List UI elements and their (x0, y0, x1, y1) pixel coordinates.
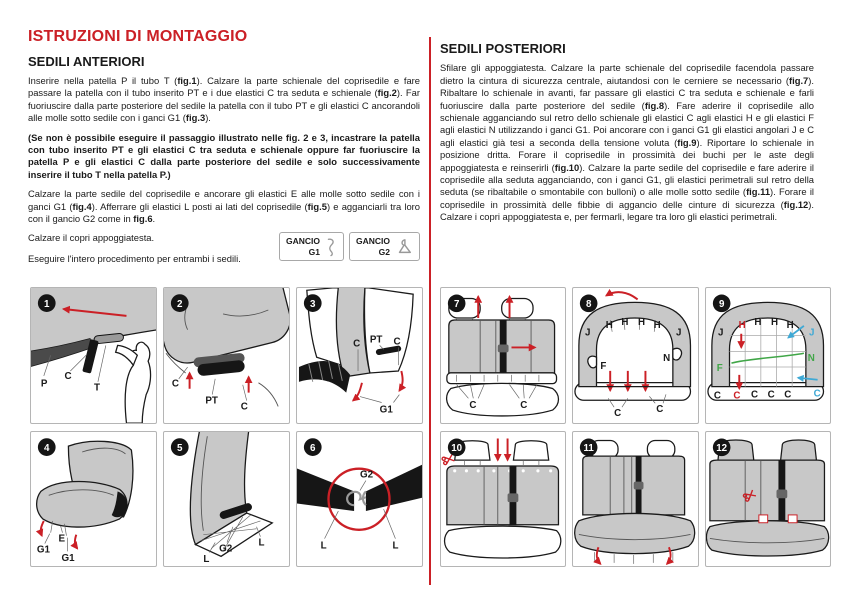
front-paragraph-3: Calzare la parte sedile del coprisedile e ancorare gli elastici E alle molle sotto sedile con i ganci G1 (fig.4). Afferrare gli elastici L posti ai lati del coprisedile (fig.5) e agganciarli tra loro con il gancio G2 come in fig.6. (28, 188, 421, 224)
fig10-scissors-icon (442, 454, 455, 465)
fig1-label-c: C (64, 370, 72, 382)
fig9-label-f: F (716, 362, 723, 374)
gancio-g1-legend (279, 232, 344, 260)
hooks-legend (279, 232, 420, 260)
fig5-label-l2: L (203, 553, 210, 565)
fig9-green-elastic (731, 353, 803, 363)
fig2-label-c1: C (171, 378, 179, 390)
svg-text:J: J (585, 327, 591, 339)
svg-text:H: H (653, 319, 662, 331)
fig2-label-c2: C (240, 401, 248, 413)
figure-3-illustration (297, 288, 422, 423)
svg-text:H: H (754, 316, 762, 328)
svg-text:C: C (767, 389, 775, 401)
figure-9-illustration (706, 288, 830, 423)
svg-text:2: 2 (177, 298, 183, 310)
fig3-label-c2: C (393, 336, 401, 348)
figure-2-illustration (164, 288, 289, 423)
fig5-label-g2: G2 (219, 542, 233, 554)
fig9-label-n: N (807, 353, 815, 365)
front-tail-lines (28, 232, 241, 273)
gancio-g2-label: GANCIO G2 (356, 236, 390, 257)
page-title: ISTRUZIONI DI MONTAGGIO (28, 28, 248, 45)
svg-text:J: J (676, 327, 682, 339)
fig8-label-f: F (600, 360, 607, 372)
svg-text:H: H (606, 319, 614, 331)
figure-4 (30, 431, 157, 568)
g2-hook-icon (395, 238, 413, 256)
svg-text:9: 9 (718, 299, 725, 311)
svg-text:C: C (713, 390, 721, 402)
figure-5-illustration (164, 432, 289, 567)
svg-text:H: H (621, 316, 629, 328)
figure-10 (440, 431, 566, 568)
gancio-g2-legend (349, 232, 420, 260)
figure-12-illustration (706, 432, 830, 567)
fig6-label-l1: L (320, 539, 327, 551)
figure-3 (296, 287, 423, 424)
fig8-label-n: N (663, 353, 671, 365)
svg-text:8: 8 (586, 299, 592, 311)
fig6-label-l2: L (392, 539, 399, 551)
fig7-label-c1: C (469, 400, 477, 412)
fig8-label-c1: C (614, 407, 622, 419)
front-figures-grid (30, 287, 423, 567)
fig1-label-p: P (40, 378, 48, 390)
g1-hook-icon (325, 237, 337, 257)
svg-text:C: C (813, 388, 821, 400)
figure-4-illustration (31, 432, 156, 567)
figure-8 (572, 287, 698, 424)
fig12-buckle-slot-2 (788, 514, 797, 522)
figure-7-illustration (441, 288, 565, 423)
fig4-arrow-2 (75, 534, 77, 548)
svg-text:7: 7 (453, 299, 460, 311)
figure-5 (163, 431, 290, 568)
svg-text:3: 3 (310, 298, 316, 310)
figure-11 (572, 431, 698, 568)
section-heading-front: SEDILI ANTERIORI (28, 53, 145, 69)
rear-paragraph-1: Sfilare gli appoggiatesta. Calzare la parte schienale del coprisedile facendola passare dietro la cintura di sicurezza centrale, aiutandosi con le cerniere se necessario (fig.7). Ribaltare lo schienale in avanti, far passare gli elastici C tra seduta e schienale e farli fuoriuscire dalla parte posteriore del sedile (fig.8). Fare aderire il coprisedile allo schienale agganciando sul retro dello schienale gli elastici C agli elastici H e gli elastici F agli elastici N utilizzando i ganci G1. Poi ancorare con i ganci G1 gli elastici angolari J e C agli elastici già tesi a seconda della tensione voluta (fig.9). Riportare lo schienale in posizione dritta. Forare il coprisedile in prossimità dei buchi per le aste degli appoggiatesta e reinserirli (fig.10). Calzare la parte sedile del coprisedile e fare aderire il coprisedile alla seduta agganciando, con i ganci G1, gli elastici perimetrali sul retro della seduta (se ribaltabile o smontabile con bulloni) o alle molle sotto sedile (fig.11). Forare il coprisedile in prossimità delle fibbie di aggancio delle cinture di sicurezza (fig.12). Calzare i copri appoggiatesta e, per fermarli, legare tra loro gli elastici perimetrali. (440, 62, 814, 223)
column-rear-seats (440, 42, 814, 231)
fig4-label-g1b: G1 (61, 552, 75, 564)
figure-1 (30, 287, 157, 424)
svg-text:10: 10 (451, 442, 463, 454)
fig8-fold-arrow (607, 292, 638, 299)
svg-text:5: 5 (177, 442, 183, 454)
figure-12 (705, 431, 831, 568)
svg-text:J: J (717, 327, 724, 339)
fig3-label-g1: G1 (379, 404, 393, 416)
figure-6-illustration (297, 432, 422, 567)
front-tail (28, 232, 420, 273)
column-front-seats (28, 28, 420, 273)
figure-11-illustration (573, 432, 697, 567)
figure-10-illustration (441, 432, 565, 567)
section-heading-rear: SEDILI POSTERIORI (440, 41, 566, 56)
svg-text:12: 12 (715, 442, 727, 454)
front-paragraph-5: Eseguire l'intero procedimento per entrambi i sedili. (28, 252, 241, 264)
fig8-label-c2: C (656, 404, 664, 416)
figure-1-illustration (31, 288, 156, 423)
svg-text:H: H (638, 316, 646, 328)
fig12-buckle-slot-1 (759, 514, 768, 522)
svg-text:H: H (738, 319, 746, 331)
fig3-arrow-1 (353, 383, 362, 401)
svg-text:H: H (786, 319, 794, 331)
svg-text:J: J (808, 327, 815, 339)
svg-text:4: 4 (44, 442, 50, 454)
fig4-label-e: E (58, 533, 66, 545)
rear-figures-grid (440, 287, 831, 567)
fig7-label-c2: C (520, 400, 528, 412)
fig3-label-c1: C (353, 338, 361, 350)
fig1-label-t: T (93, 382, 101, 394)
fig4-arrow-1 (41, 520, 44, 535)
fig2-label-pt: PT (205, 395, 218, 407)
front-paragraph-4: Calzare il copri appoggiatesta. (28, 232, 155, 244)
svg-text:11: 11 (583, 442, 595, 454)
figure-7 (440, 287, 566, 424)
svg-text:C: C (783, 389, 792, 401)
svg-text:6: 6 (310, 442, 316, 454)
svg-text:H: H (770, 316, 778, 328)
front-paragraph-1: Inserire nella patella P il tubo T (fig.1). Calzare la parte schienale del coprisedile e fare passare la patella con il tubo inserito PT e i due elastici C tra seduta e schienale (fig.2). Far fuoriuscire dalla parte posteriore del sedile la patella con il tubo PT e gli elastici C ancorandoli alle molle sotto sedile con i ganci G1 (fig.3). (28, 74, 420, 124)
figure-6 (296, 431, 423, 568)
svg-text:1: 1 (44, 298, 50, 310)
figure-2 (163, 287, 290, 424)
figure-8-illustration (573, 288, 697, 423)
fig5-label-l1: L (258, 537, 265, 549)
svg-text:C: C (733, 390, 741, 402)
fig6-label-g2: G2 (359, 469, 374, 481)
fig3-label-pt: PT (369, 334, 383, 346)
fig4-label-g1a: G1 (36, 543, 51, 555)
column-divider (429, 37, 431, 585)
front-paragraph-2: (Se non è possibile eseguire il passaggio illustrato nelle fig. 2 e 3, incastrare la patella con tubo inserito PT e gli elastici C tra seduta e schienale oppure far fuoriuscire la patella P e gli elastici C dalla parte posteriore del sedile e solo successivamente inserire il tubo T nella patella P.) (28, 131, 420, 180)
gancio-g1-label: GANCIO G1 (286, 236, 320, 257)
figure-9 (705, 287, 831, 424)
svg-text:C: C (750, 389, 758, 401)
fig3-arrow-2 (399, 371, 402, 391)
